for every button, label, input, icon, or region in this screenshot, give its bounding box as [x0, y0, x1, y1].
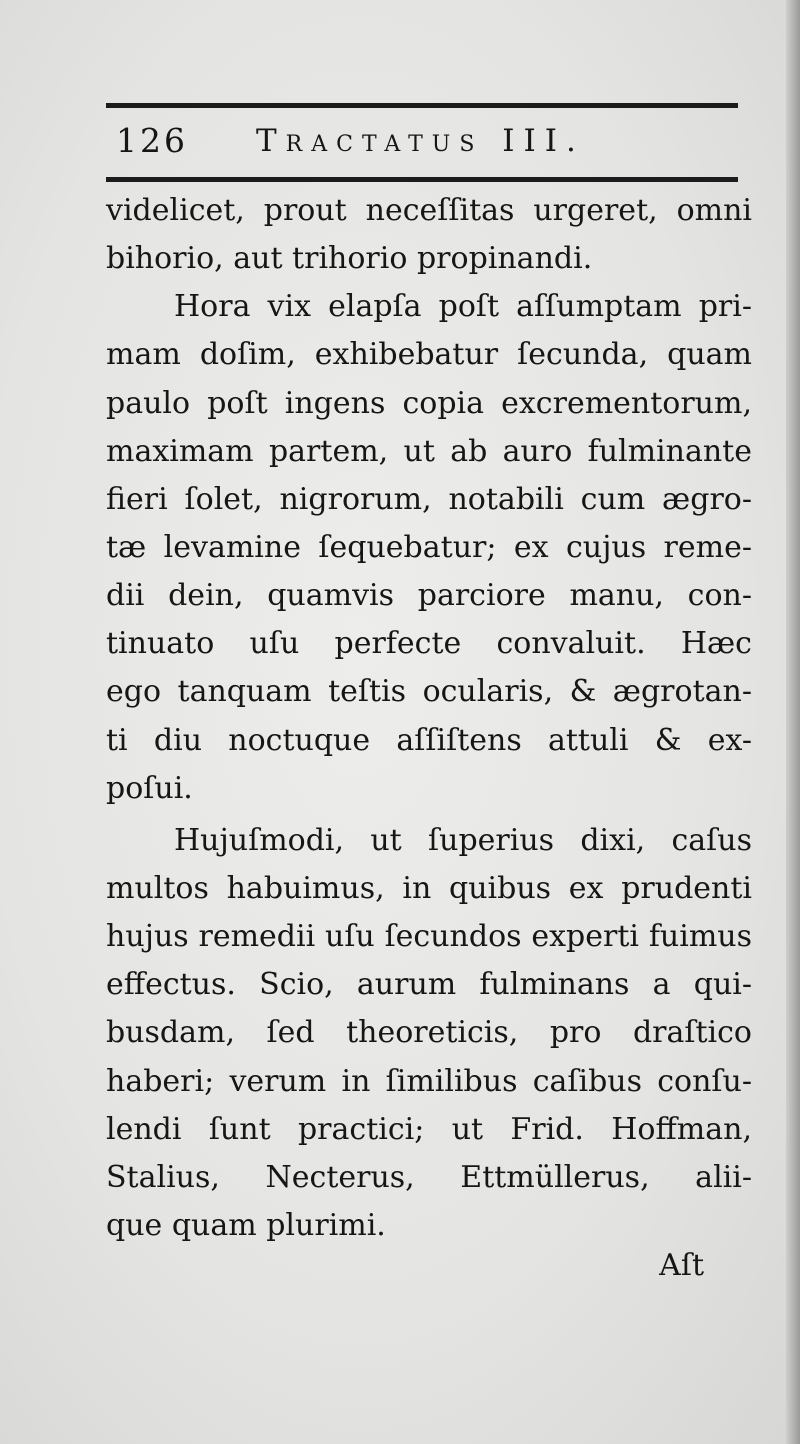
text-line: lendi ſunt practici; ut Frid. Hoffman,	[106, 1111, 752, 1147]
running-title: Tractatus III.	[256, 123, 585, 159]
page-edge-shadow	[786, 0, 800, 1444]
text-line: haberi; verum in ſimilibus caſibus conſu-	[106, 1063, 752, 1099]
text-line: Stalius, Necterus, Ettmüllerus, alii-	[106, 1159, 752, 1195]
text-line: ti diu noctuque aſſiſtens attuli & ex-	[106, 722, 752, 758]
text-line: mam doſim, exhibebatur ſecunda, quam	[106, 337, 752, 373]
body-text	[106, 187, 752, 1250]
text-line: videlicet, prout neceſſitas urgeret, omni	[106, 193, 752, 228]
text-line: bihorio, aut trihorio propinandi.	[106, 241, 593, 277]
text-line: busdam, ſed theoreticis, pro draſtico	[106, 1015, 752, 1051]
text-line: que quam plurimi.	[106, 1207, 386, 1243]
text-line: effectus. Scio, aurum fulminans a qui-	[106, 967, 752, 1003]
header-rule-top	[106, 103, 738, 108]
paragraph-first-line: Hujuſmodi, ut ſuperius dixi, caſus	[174, 822, 752, 858]
text-line: ego tanquam teſtis ocularis, & ægrotan-	[106, 674, 752, 710]
page-number: 126	[116, 121, 188, 160]
catchword: Aſt	[659, 1248, 704, 1283]
text-line: paulo poſt ingens copia excrementorum,	[106, 385, 752, 421]
text-line: maximam partem, ut ab auro fulminante	[106, 433, 752, 469]
text-line: tinuato uſu perfecte convaluit. Hæc	[106, 626, 752, 662]
text-line: dii dein, quamvis parciore manu, con-	[106, 578, 752, 614]
text-line: tæ levamine ſequebatur; ex cujus reme-	[106, 529, 752, 565]
text-line: multos habuimus, in quibus ex prudenti	[106, 870, 752, 906]
paragraph-first-line: Hora vix elapſa poſt aſſumptam pri-	[174, 289, 752, 325]
text-line: poſui.	[106, 770, 193, 806]
header-rule-bottom	[106, 177, 738, 182]
text-line: hujus remedii uſu ſecundos experti fuimus	[106, 919, 752, 955]
text-line: fieri ſolet, nigrorum, notabili cum ægro-	[106, 481, 752, 517]
